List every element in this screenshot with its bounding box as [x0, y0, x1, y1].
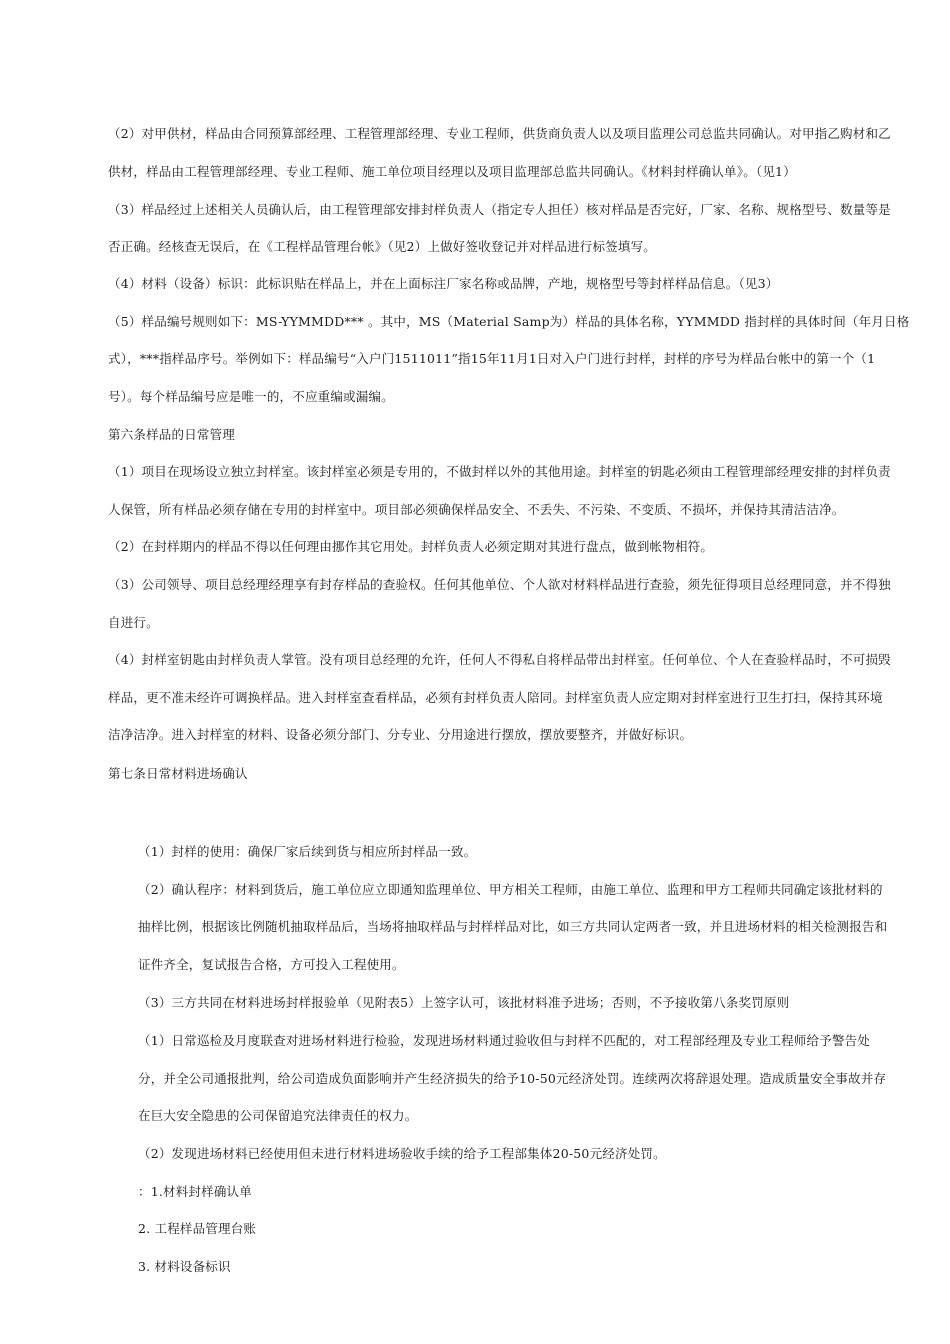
attachment-item: 3. 材料设备标识 — [138, 1259, 231, 1274]
paragraph-line: （4）材料（设备）标识：此标识贴在样品上，并在上面标注厂家名称或品牌，产地，规格型号等封样样品信息。（见3） — [108, 276, 779, 291]
paragraph-line: （1）项目在现场设立独立封样室。该封样室必须是专用的，不做封样以外的其他用途。封样室的钥匙必须由工程管理部经理安排的封样负责 — [108, 464, 891, 479]
paragraph-line: 分，并全公司通报批判，给公司造成负面影响并产生经济损失的给予10-50元经济处罚。连续两次将辞退处理。造成质量安全事故并存 — [138, 1071, 887, 1086]
paragraph-line: （2）在封样期内的样品不得以任何理由挪作其它用处。封样负责人必须定期对其进行盘点，做到帐物相符。 — [108, 539, 714, 554]
paragraph-line: 供材，样品由工程管理部经理、专业工程师、施工单位项目经理以及项目监理部总监共同确认。《材料封样确认单》。（见1） — [108, 164, 796, 179]
paragraph-line: （3）三方共同在材料进场封样报验单（见附表5）上签字认可，该批材料准予进场；否则，不予接收第八条奖罚原则 — [138, 995, 790, 1010]
paragraph-line: （1）封样的使用：确保厂家后续到货与相应所封样品一致。 — [138, 844, 477, 859]
paragraph-line: （2）确认程序：材料到货后，施工单位应立即通知监理单位、甲方相关工程师，由施工单位、监理和甲方工程师共同确定该批材料的 — [138, 882, 883, 897]
paragraph-line: （2）对甲供材，样品由合同预算部经理、工程管理部经理、专业工程师，供货商负责人以及项目监理公司总监共同确认。对甲指乙购材和乙 — [108, 126, 891, 141]
paragraph-line: 号）。每个样品编号应是唯一的，不应重编或漏编。 — [108, 389, 394, 404]
paragraph-line: 否正确。经核查无误后，在《工程样品管理台帐》（见2）上做好签收登记并对样品进行标签填写。 — [108, 239, 657, 254]
paragraph-line: 证件齐全，复试报告合格，方可投入工程使用。 — [138, 957, 405, 972]
paragraph-line: （3）公司领导、项目总经理经理享有封存样品的查验权。任何其他单位、个人欲对材料样品进行查验，须先征得项目总经理同意，并不得独 — [108, 577, 891, 592]
attachment-item: 2. 工程样品管理台账 — [138, 1221, 257, 1236]
paragraph-line: 样品，更不准未经许可调换样品。进入封样室查看样品，必须有封样负责人陪同。封样室负责人应定期对封样室进行卫生打扫，保持其环境 — [108, 690, 883, 705]
paragraph-line: （5）样品编号规则如下：MS-YYMMDD*** 。其中，MS（Material Samp为）样品的具体名称，YYMMDD 指封样的具体时间（年月日格 — [108, 314, 910, 329]
paragraph-line: 洁净洁净。进入封样室的材料、设备必须分部门、分专业、分用途进行摆放，摆放要整齐，并做好标识。 — [108, 727, 693, 742]
paragraph-line: （1）日常巡检及月度联查对进场材料进行检验，发现进场材料通过验收但与封样不匹配的，对工程部经理及专业工程师给予警告处 — [138, 1033, 871, 1048]
paragraph-line: 在巨大安全隐患的公司保留追究法律责任的权力。 — [138, 1108, 418, 1123]
paragraph-line: 式），***指样品序号。举例如下：样品编号“入户门1511011”指15年11月1日对入户门进行封样，封样的序号为样品台帐中的第一个（1 — [108, 351, 876, 366]
section-heading: 第六条样品的日常管理 — [108, 427, 236, 442]
paragraph-line: 人保管，所有样品必须存储在专用的封样室中。项目部必须确保样品安全、不丢失、不污染、不变质、不损坏，并保持其清洁洁净。 — [108, 502, 845, 517]
paragraph-line: （2）发现进场材料已经使用但未进行材料进场验收手续的给予工程部集体20-50元经济处罚。 — [138, 1146, 666, 1161]
paragraph-line: （4）封样室钥匙由封样负责人掌管。没有项目总经理的允许，任何人不得私自将样品带出封样室。任何单位、个人在查验样品时，不可损毁 — [108, 652, 891, 667]
attachment-item: ：1.材料封样确认单 — [138, 1184, 252, 1199]
section-heading: 第七条日常材料进场确认 — [108, 766, 248, 781]
paragraph-line: （3）样品经过上述相关人员确认后，由工程管理部安排封样负责人（指定专人担任）核对样品是否完好，厂家、名称、规格型号、数量等是 — [108, 202, 891, 217]
paragraph-line: 抽样比例，根据该比例随机抽取样品后，当场将抽取样品与封样样品对比，如三方共同认定两者一致，并且进场材料的相关检测报告和 — [138, 919, 888, 934]
paragraph-line: 自进行。 — [108, 615, 159, 630]
